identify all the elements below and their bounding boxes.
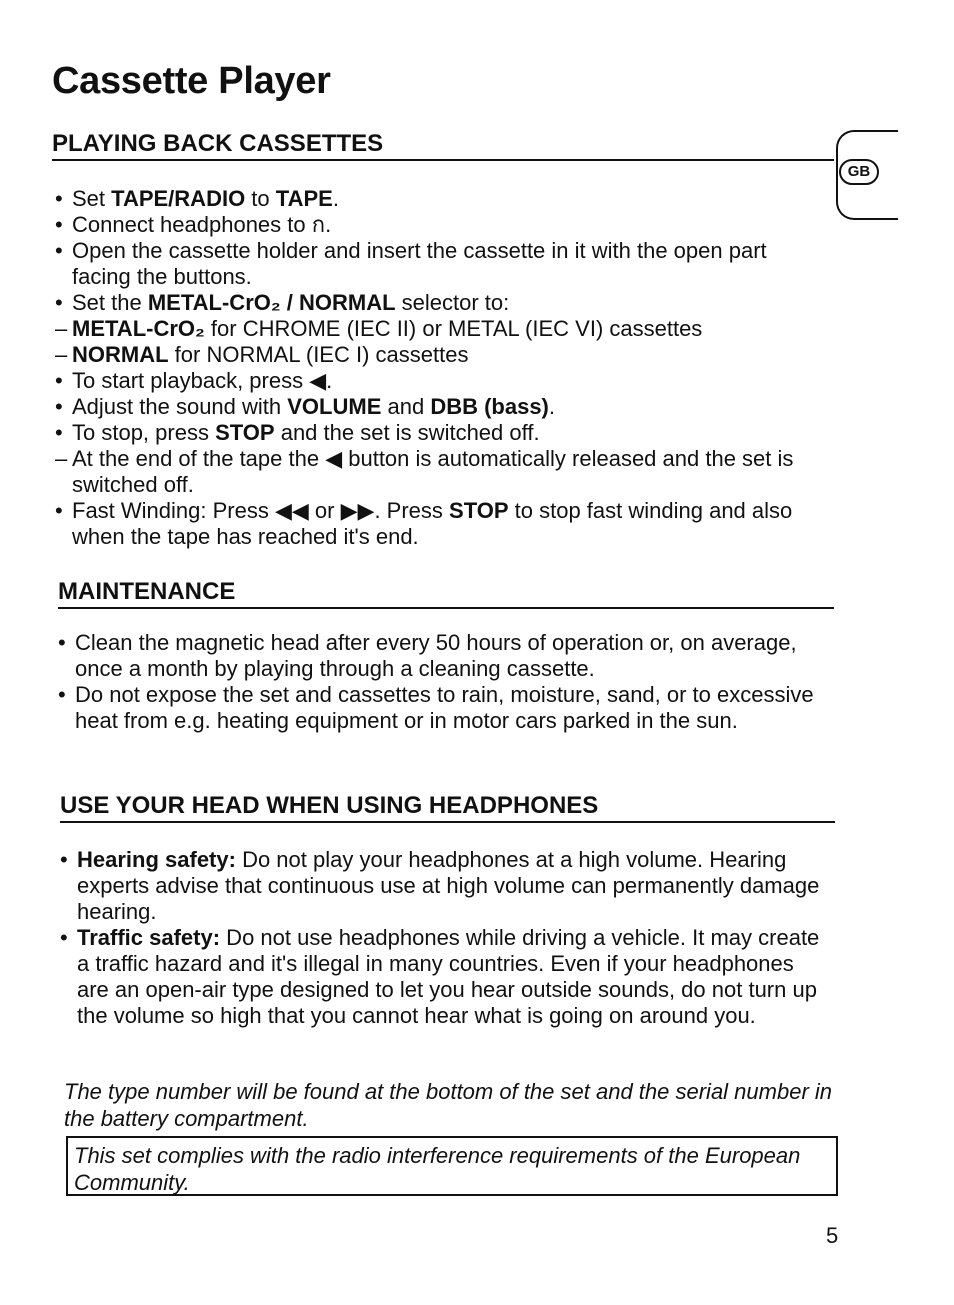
headphone-icon: ก — [311, 212, 326, 237]
list-item: • Fast Winding: Press ◀◀ or ▶▶. Press STOP to stop fast winding and also when the tape has reached it's end. — [55, 498, 825, 550]
language-badge: GB — [839, 159, 879, 185]
list-item: • Set TAPE/RADIO to TAPE. — [55, 186, 825, 212]
playing-instructions — [55, 186, 825, 550]
play-icon: ◀ — [325, 446, 343, 471]
list-item: • Traffic safety: Do not use headphones while driving a vehicle. It may create a traffic hazard and it's illegal in many countries. Even if your headphones are an open-air type designed to let you hear outside sounds, do not turn up the volume so high that you cannot hear what is going on around you. — [60, 925, 830, 1029]
list-item: – At the end of the tape the ◀ button is automatically released and the set is switched off. — [55, 446, 825, 498]
list-item: • Hearing safety: Do not play your headphones at a high volume. Hearing experts advise that continuous use at high volume can permanently damage hearing. — [60, 847, 830, 925]
list-item: • Do not expose the set and cassettes to rain, moisture, sand, or to excessive heat from e.g. heating equipment or in motor cars parked in the sun. — [58, 682, 838, 734]
rewind-icon: ◀◀ — [274, 498, 309, 523]
type-number-note: The type number will be found at the bottom of the set and the serial number in the battery compartment. — [64, 1079, 833, 1131]
section-heading-maintenance: MAINTENANCE — [58, 578, 834, 609]
maintenance-instructions — [58, 630, 838, 734]
compliance-notice: This set complies with the radio interference requirements of the European Community. — [66, 1136, 838, 1196]
page-number: 5 — [826, 1223, 839, 1248]
page-title: Cassette Player — [52, 60, 331, 102]
list-item: • To start playback, press ◀. — [55, 368, 825, 394]
list-item: • Adjust the sound with VOLUME and DBB (bass). — [55, 394, 825, 420]
list-item: • Connect headphones to ก. — [55, 212, 825, 238]
list-item: • Clean the magnetic head after every 50 hours of operation or, on average, once a month by playing through a cleaning cassette. — [58, 630, 838, 682]
fast-forward-icon: ▶▶ — [340, 498, 375, 523]
section-heading-headphones: USE YOUR HEAD WHEN USING HEADPHONES — [60, 792, 835, 823]
list-item: – METAL-CrO₂ for CHROME (IEC II) or METAL (IEC VI) cassettes — [55, 316, 825, 342]
list-item: • Set the METAL-CrO₂ / NORMAL selector to: — [55, 290, 825, 316]
play-icon: ◀ — [309, 368, 327, 393]
list-item: • To stop, press STOP and the set is switched off. — [55, 420, 825, 446]
headphone-safety — [60, 847, 830, 1029]
list-item: • Open the cassette holder and insert the cassette in it with the open part facing the buttons. — [55, 238, 825, 290]
section-heading-playing: PLAYING BACK CASSETTES — [52, 130, 834, 161]
list-item: – NORMAL for NORMAL (IEC I) cassettes — [55, 342, 825, 368]
